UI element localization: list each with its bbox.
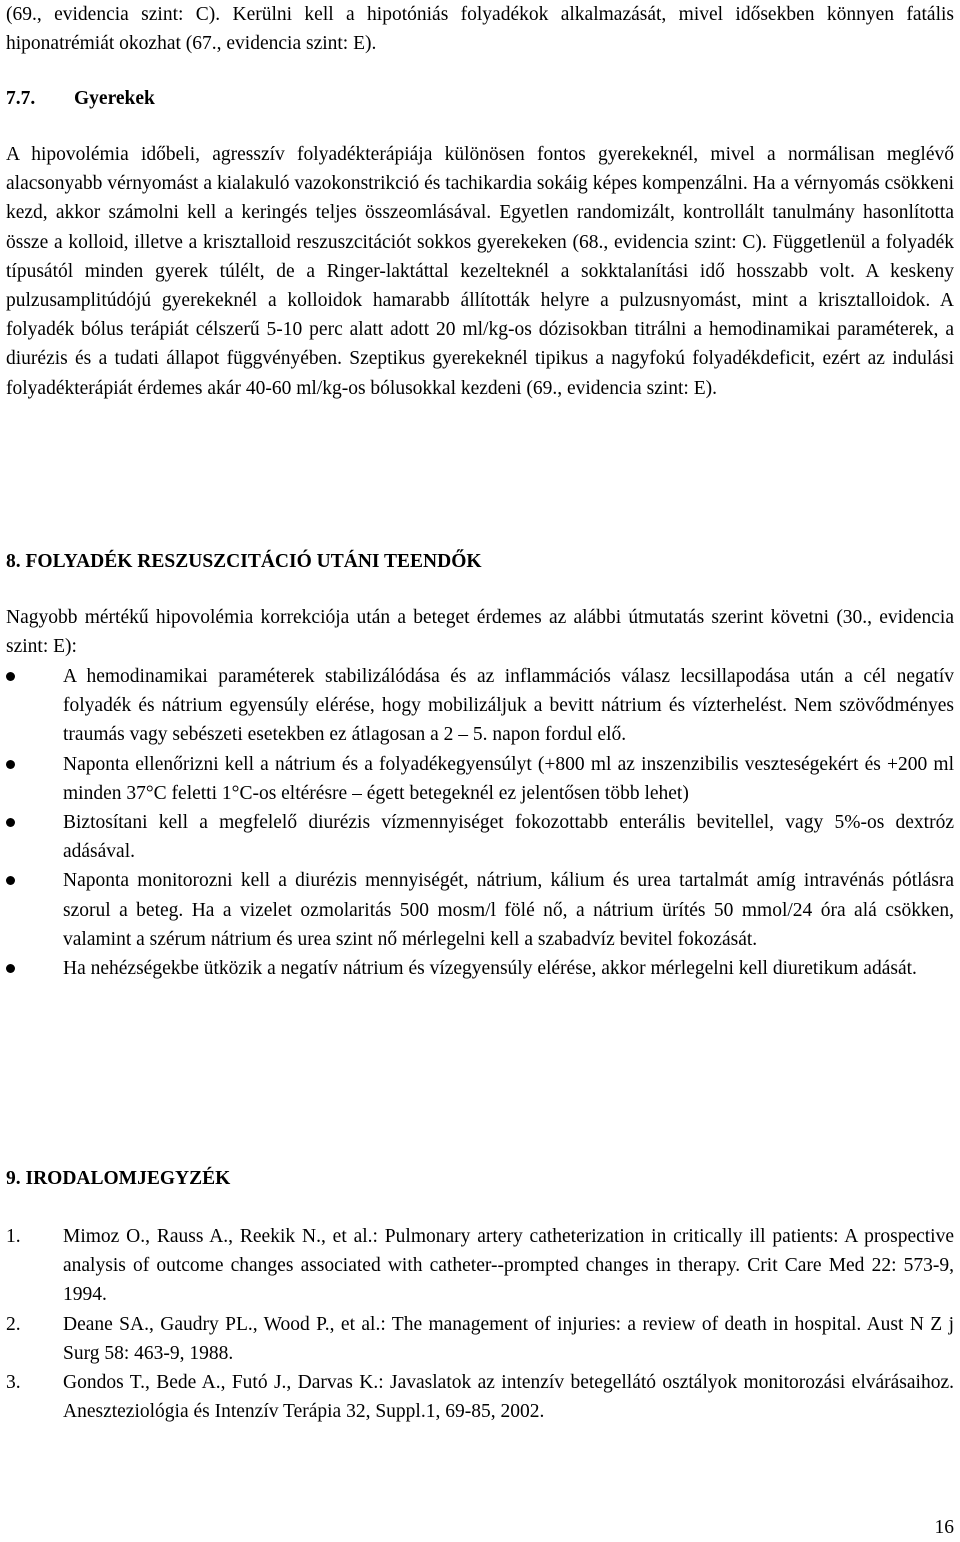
section-8-bullet-list	[6, 662, 954, 983]
reference-text: Mimoz O., Rauss A., Reekik N., et al.: Pulmonary artery catheterization in critically ill patients: A prospective analysis of outcome changes associated with catheter--prompted changes in therapy. Crit Care Med 22: 573-9, 1994.	[63, 1226, 954, 1306]
bullet-icon	[6, 964, 15, 973]
bullet-icon	[6, 818, 15, 827]
reference-list	[6, 1222, 954, 1426]
list-item	[6, 662, 954, 750]
section-7-7-heading	[6, 84, 155, 113]
list-item	[6, 866, 954, 954]
reference-number: 2.	[6, 1313, 21, 1335]
list-item	[6, 808, 954, 866]
section-9-heading: 9. IRODALOMJEGYZÉK	[6, 1168, 231, 1189]
list-item	[6, 750, 954, 808]
section-7-7-paragraph: A hipovolémia időbeli, agresszív folyadékterápiája különösen fontos gyerekeknél, mivel a normálisan meglévő alacsonyabb vérnyomást a kialakuló vazokonstrikció és tachikardia sokáig képes kompenzálni. Ha a vérnyomás csökkeni kezd, akkor számolni kell a keringés teljes összeomlásával. Egyetlen randomizált, kontrollált tanulmány hasonlította össze a kolloid, illetve a krisztalloid reszuszcitációt sokkos gyerekeken (68., evidencia szint: C). Függetlenül a folyadék típusától minden gyerek túlélt, de a Ringer-laktáttal kezelteknél a sokktalanítási idő hosszabb volt. A keskeny pulzusamplitúdójú gyerekeknél a kolloidok hamarabb állították helyre a pulzusnyomást, mint a krisztalloidok. A folyadék bólus terápiát célszerű 5-10 perc alatt adott 20 ml/kg-os dózisokban titrálni a hemodinamikai paraméterek, a diurézis és a tudati állapot függvényében. Szeptikus gyerekeknél tipikus a nagyfokú folyadékdeficit, ezért az indulási folyadékterápiát érdemes akár 40-60 ml/kg-os bólusokkal kezdeni (69., evidencia szint: E).	[6, 144, 954, 399]
section-8-heading: 8. FOLYADÉK RESZUSZCITÁCIÓ UTÁNI TEENDŐK	[6, 551, 482, 572]
reference-number: 3.	[6, 1372, 21, 1394]
intro-paragraph: (69., evidencia szint: C). Kerülni kell a hipotóniás folyadékok alkalmazását, mivel idősekben könnyen fatális hiponatrémiát okozhat (67., evidencia szint: E).	[6, 4, 954, 55]
bullet-icon	[6, 876, 15, 885]
list-item-text: Ha nehézségekbe ütközik a negatív nátrium és vízegyensúly elérése, akkor mérlegelni kell diuretikum adását.	[63, 958, 917, 980]
reference-item	[6, 1222, 954, 1310]
list-item-text: Biztosítani kell a megfelelő diurézis vízmennyiséget fokozottabb enterális bevitellel, vagy 5%-os dextróz adásával.	[63, 812, 954, 863]
section-8-paragraph: Nagyobb mértékű hipovolémia korrekciója után a beteget érdemes az alábbi útmutatás szerint követni (30., evidencia szint: E):	[6, 607, 954, 658]
list-item-text: Naponta monitorozni kell a diurézis mennyiségét, nátrium, kálium és urea tartalmát amíg intravénás pótlásra szorul a beteg. Ha a vizelet ozmolaritás 500 mosm/l fölé nő, a nátrium ürítés 50 mmol/24 óra alá csökken, valamint a szérum nátrium és urea szint nő mérlegelni kell a szabadvíz bevitel fokozását.	[63, 870, 954, 950]
reference-text: Gondos T., Bede A., Futó J., Darvas K.: Javaslatok az intenzív betegellátó osztályok monitorozási elvárásaihoz. Aneszteziológia és Intenzív Terápia 32, Suppl.1, 69-85, 2002.	[63, 1372, 954, 1423]
bullet-icon	[6, 760, 15, 769]
reference-item	[6, 1310, 954, 1368]
reference-item	[6, 1368, 954, 1426]
section-title: Gyerekek	[74, 88, 155, 109]
list-item-text: Naponta ellenőrizni kell a nátrium és a folyadékegyensúlyt (+800 ml az inszenzibilis veszteségekért és +200 ml minden 37°C feletti 1°C-os eltérésre – égett betegeknél ez jelentősen több lehet)	[63, 753, 954, 804]
list-item	[6, 954, 954, 983]
list-item-text: A hemodinamikai paraméterek stabilizálódása és az inflammációs válasz lecsillapodása után a cél negatív folyadék és nátrium egyensúly elérése, hogy mobilizáljuk a bevitt nátrium és vízterhelést. Nem szövődményes traumás vagy sebészeti esetekben ez átlagosan a 2 – 5. napon fordul elő.	[63, 666, 954, 746]
bullet-icon	[6, 672, 15, 681]
reference-number: 1.	[6, 1226, 21, 1247]
reference-text: Deane SA., Gaudry PL., Wood P., et al.: The management of injuries: a review of death in hospital. Aust N Z j Surg 58: 463-9, 1988.	[63, 1313, 954, 1364]
page-number: 16	[934, 1517, 954, 1538]
section-number: 7.7.	[6, 88, 36, 109]
